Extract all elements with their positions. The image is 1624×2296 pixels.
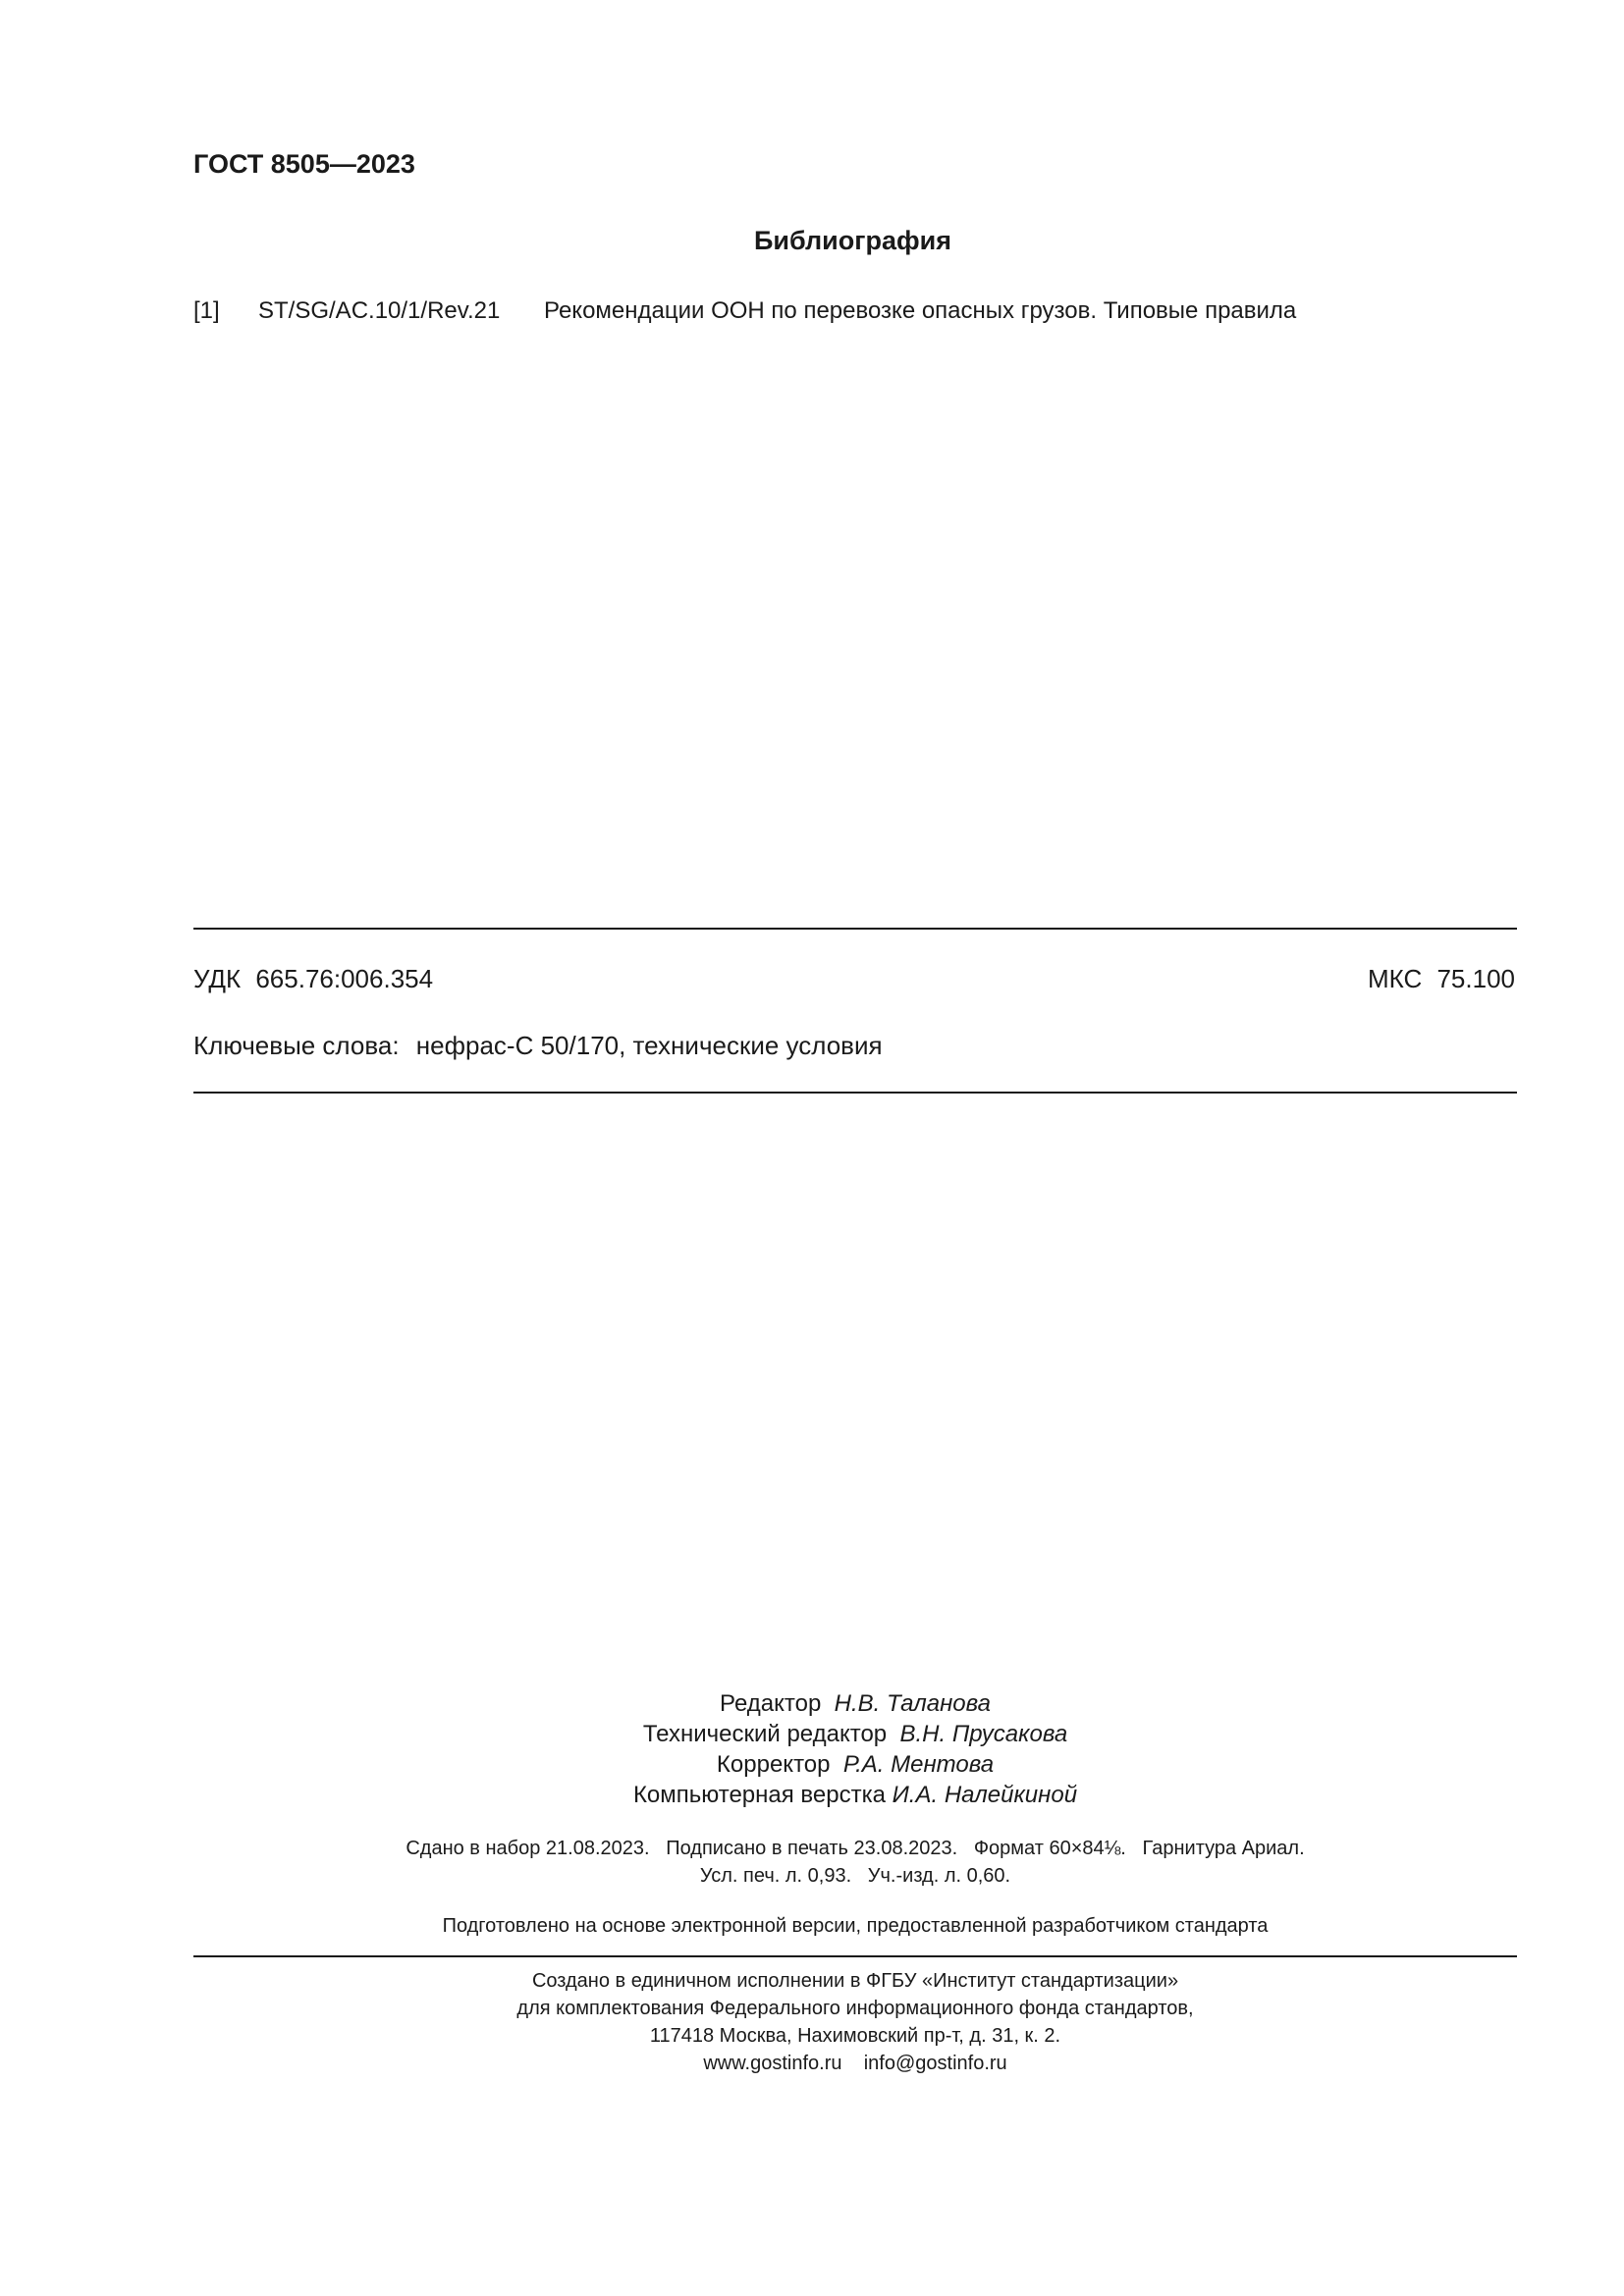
document-code: ГОСТ 8505—2023 <box>193 149 415 179</box>
keywords-value: нефрас-С 50/170, технические условия <box>415 1031 883 1060</box>
bibliography-entry-text: Рекомендации ООН по перевозке опасных грузов. Типовые правила <box>544 297 1297 324</box>
bibliography-title: Библиография <box>754 226 951 255</box>
credit-role: Компьютерная верстка <box>632 1782 886 1808</box>
credit-name: И.А. Налейкиной <box>892 1782 1078 1808</box>
print-info-line1: Сдано в набор 21.08.2023. Подписано в печать 23.08.2023. Формат 60×84⅛. Гарнитура Ариал. <box>406 1838 1305 1859</box>
footer-rule <box>193 1955 1517 1957</box>
credits-block <box>0 1688 1624 1810</box>
iso-line <box>1368 962 1515 995</box>
bibliography-entry-code: ST/SG/AC.10/1/Rev.21 <box>258 297 501 324</box>
footer-line3: 117418 Москва, Нахимовский пр-т, д. 31, к. 2. <box>649 2025 1061 2047</box>
credit-editor <box>0 1688 1624 1719</box>
udc-line <box>193 962 433 995</box>
udc-label: УДК <box>193 964 242 993</box>
keywords-line <box>193 1029 883 1062</box>
credit-role: Редактор <box>720 1690 822 1717</box>
footer-line1: Создано в единичном исполнении в ФГБУ «Институт стандартизации» <box>531 1970 1179 1992</box>
print-info-line2: Усл. печ. л. 0,93. Уч.-изд. л. 0,60. <box>699 1865 1011 1887</box>
footer-line4: www.gostinfo.ru info@gostinfo.ru <box>703 2053 1007 2074</box>
iso-label: МКС <box>1367 964 1423 993</box>
iso-value: 75.100 <box>1436 964 1515 993</box>
udc-value: 665.76:006.354 <box>255 964 434 993</box>
credit-proofreader <box>0 1749 1624 1780</box>
keywords-label: Ключевые слова: <box>193 1031 400 1060</box>
credit-role: Корректор <box>716 1751 831 1778</box>
bibliography-entry-number: [1] <box>193 297 220 324</box>
credit-name: Н.В. Таланова <box>834 1690 991 1717</box>
credit-tech-editor <box>0 1719 1624 1749</box>
bottom-rule <box>193 1092 1517 1094</box>
footer-line2: для комплектования Федерального информационного фонда стандартов, <box>516 1998 1194 2019</box>
credit-name: Р.А. Ментова <box>842 1751 995 1778</box>
credit-layout <box>0 1780 1624 1810</box>
credit-name: В.Н. Прусакова <box>899 1721 1068 1747</box>
prepared-note: Подготовлено на основе электронной версии, предоставленной разработчиком стандарта <box>442 1915 1269 1937</box>
top-rule <box>193 928 1517 930</box>
credit-role: Технический редактор <box>642 1721 888 1747</box>
